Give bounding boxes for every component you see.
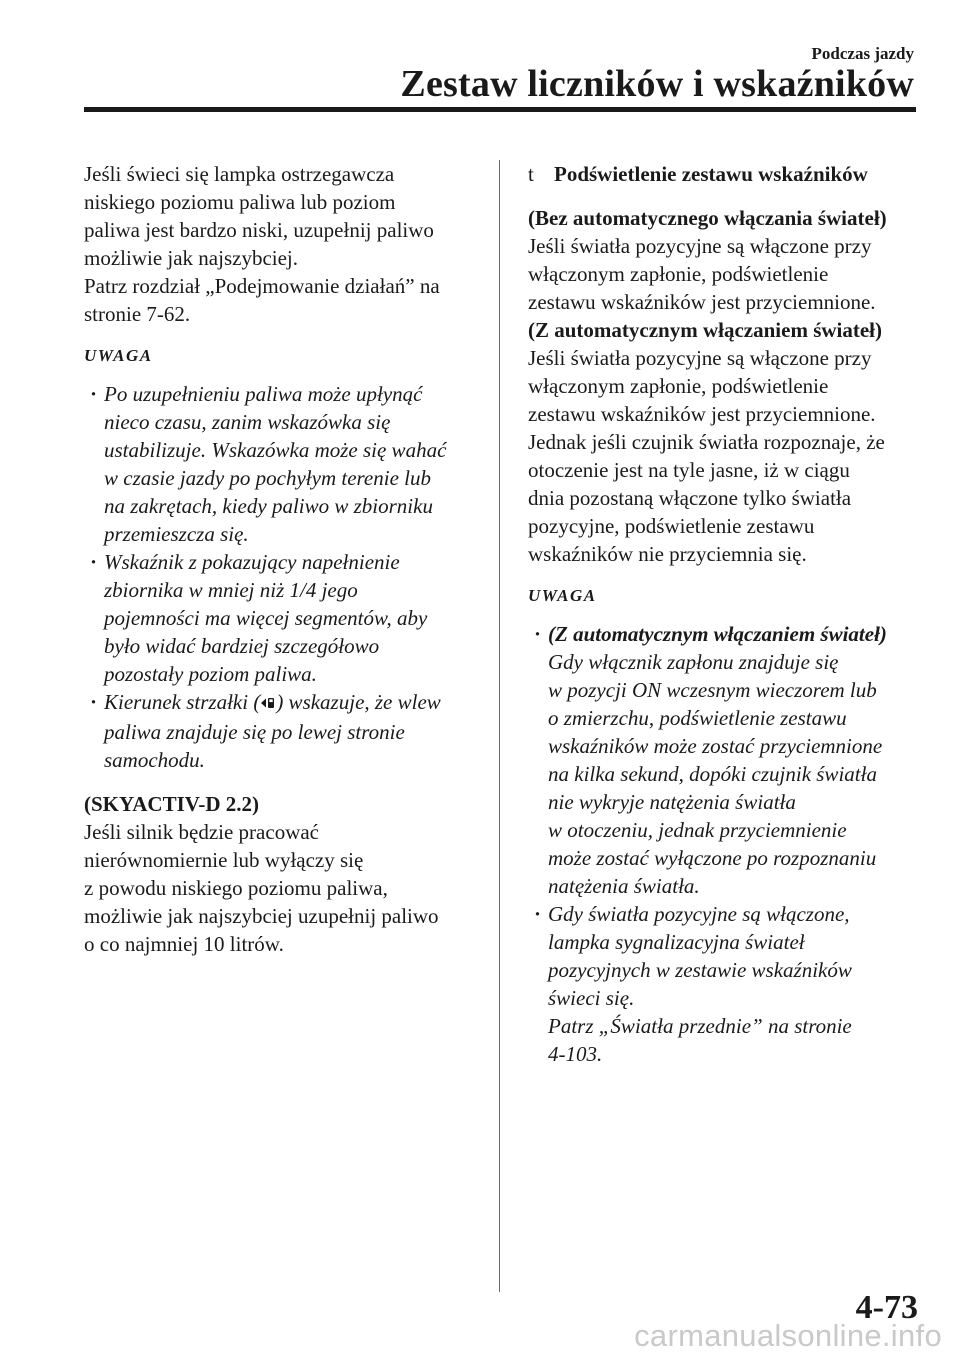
- text-line: na kilka sekund, dopóki czujnik światła: [548, 762, 877, 786]
- text-line: o co najmniej 10 litrów.: [84, 932, 284, 956]
- text-line: niskiego poziomu paliwa lub poziom: [84, 190, 396, 214]
- text-line: o zmierzchu, podświetlenie zestawu: [548, 706, 847, 730]
- note-item: [548, 900, 918, 1068]
- subheading: (Z automatycznym włączaniem świateł): [528, 318, 883, 342]
- section-marker: t: [528, 162, 534, 186]
- fuel-door-arrow-icon: [260, 690, 276, 718]
- text-line: Gdy włącznik zapłonu znajduje się: [548, 650, 839, 674]
- text-line: paliwa znajduje się po lewej stronie: [104, 720, 405, 744]
- text-line: przemieszcza się.: [104, 522, 249, 546]
- text-line: Po uzupełnieniu paliwa może upłynąć: [104, 382, 423, 406]
- intro-paragraph: [84, 160, 476, 328]
- text-line: w pozycji ON wczesnym wieczorem lub: [548, 678, 877, 702]
- text-line: nierównomiernie lub wyłączy się: [84, 848, 364, 872]
- text-line: wskaźników może zostać przyciemnione: [548, 734, 883, 758]
- page-number: 4-73: [855, 1289, 918, 1326]
- note-label: UWAGA: [528, 586, 597, 605]
- text-line: lampka sygnalizacyjna świateł: [548, 930, 805, 954]
- text-line: zestawu wskaźników jest przyciemnione.: [528, 290, 876, 314]
- text-line: świeci się.: [548, 986, 635, 1010]
- text-line: Jeśli świeci się lampka ostrzegawcza: [84, 162, 395, 186]
- note-item: [104, 380, 476, 548]
- section-label: Podczas jazdy: [811, 44, 914, 63]
- right-column: [528, 160, 918, 1068]
- note-list: [84, 380, 476, 774]
- text-line: możliwie jak najszybciej uzupełnij paliwo: [84, 904, 439, 928]
- text-line: Jeśli światła pozycyjne są włączone przy: [528, 346, 872, 370]
- text-line: Kierunek strzałki (: [104, 690, 261, 714]
- text-line: w czasie jazdy po pochyłym terenie lub: [104, 466, 431, 490]
- text-line: na zakrętach, kiedy paliwo w zbiorniku: [104, 494, 433, 518]
- paragraph: [84, 818, 476, 958]
- note-list: [528, 620, 918, 1068]
- section-heading-text: Podświetlenie zestawu wskaźników: [554, 162, 868, 186]
- page-title: Zestaw liczników i wskaźników: [400, 63, 914, 105]
- text-line: samochodu.: [104, 748, 205, 772]
- text-line: Patrz „Światła przednie” na stronie: [548, 1014, 852, 1038]
- text-line: pozostały poziom paliwa.: [104, 662, 317, 686]
- text-line: dnia pozostaną włączone tylko światła: [528, 486, 852, 510]
- text-line: włączonym zapłonie, podświetlenie: [528, 262, 829, 286]
- watermark: carmanualsonline.info: [634, 1318, 942, 1353]
- note-item: [104, 548, 476, 688]
- text-line: 4-103.: [548, 1042, 603, 1066]
- text-line: Wskaźnik z pokazujący napełnienie: [104, 550, 400, 574]
- text-line: otoczenie jest na tyle jasne, iż w ciągu: [528, 458, 850, 482]
- text-line: natężenia światła.: [548, 874, 700, 898]
- text-line: stronie 7-62.: [84, 302, 191, 326]
- text-line: było widać bardziej szczegółowo: [104, 634, 380, 658]
- text-line: nieco czasu, zanim wskazówka się: [104, 410, 391, 434]
- text-line: możliwie jak najszybciej.: [84, 246, 299, 270]
- subheading: (Bez automatycznego włączania świateł): [528, 206, 887, 230]
- text-line: paliwa jest bardzo niski, uzupełnij paliwo: [84, 218, 434, 242]
- text-line: wskaźników nie przyciemnia się.: [528, 542, 807, 566]
- text-line: w otoczeniu, jednak przyciemnienie: [548, 818, 847, 842]
- text-line: zbiornika w mniej niż 1/4 jego: [104, 578, 358, 602]
- text-line: nie wykryje natężenia światła: [548, 790, 796, 814]
- text-line: Jednak jeśli czujnik światła rozpoznaje, że: [528, 430, 885, 454]
- header-rule: [84, 107, 916, 112]
- left-column: [84, 160, 476, 958]
- paragraph: [528, 344, 918, 568]
- text-line: Patrz rozdział „Podejmowanie działań” na: [84, 274, 440, 298]
- note-item: [548, 620, 918, 900]
- text-line: zestawu wskaźników jest przyciemnione.: [528, 402, 876, 426]
- note-label: UWAGA: [84, 346, 153, 365]
- text-line: ustabilizuje. Wskazówka może się wahać: [104, 438, 447, 462]
- text-line: ) wskazuje, że wlew: [276, 690, 441, 714]
- subheading: (SKYACTIV-D 2.2): [84, 792, 260, 816]
- text-line: Gdy światła pozycyjne są włączone,: [548, 902, 850, 926]
- text-line: pojemności ma więcej segmentów, aby: [104, 606, 428, 630]
- column-divider: [499, 160, 500, 1292]
- paragraph: [528, 232, 918, 316]
- text-line: pozycyjne, podświetlenie zestawu: [528, 514, 815, 538]
- text-line: włączonym zapłonie, podświetlenie: [528, 374, 829, 398]
- text-line: Jeśli silnik będzie pracować: [84, 820, 319, 844]
- section-heading: [528, 160, 918, 188]
- text-line: z powodu niskiego poziomu paliwa,: [84, 876, 388, 900]
- text-line: może zostać wyłączone po rozpoznaniu: [548, 846, 877, 870]
- note-item: [104, 688, 476, 774]
- text-line: Jeśli światła pozycyjne są włączone przy: [528, 234, 872, 258]
- text-line: pozycyjnych w zestawie wskaźników: [548, 958, 852, 982]
- note-lead: (Z automatycznym włączaniem świateł): [548, 622, 887, 646]
